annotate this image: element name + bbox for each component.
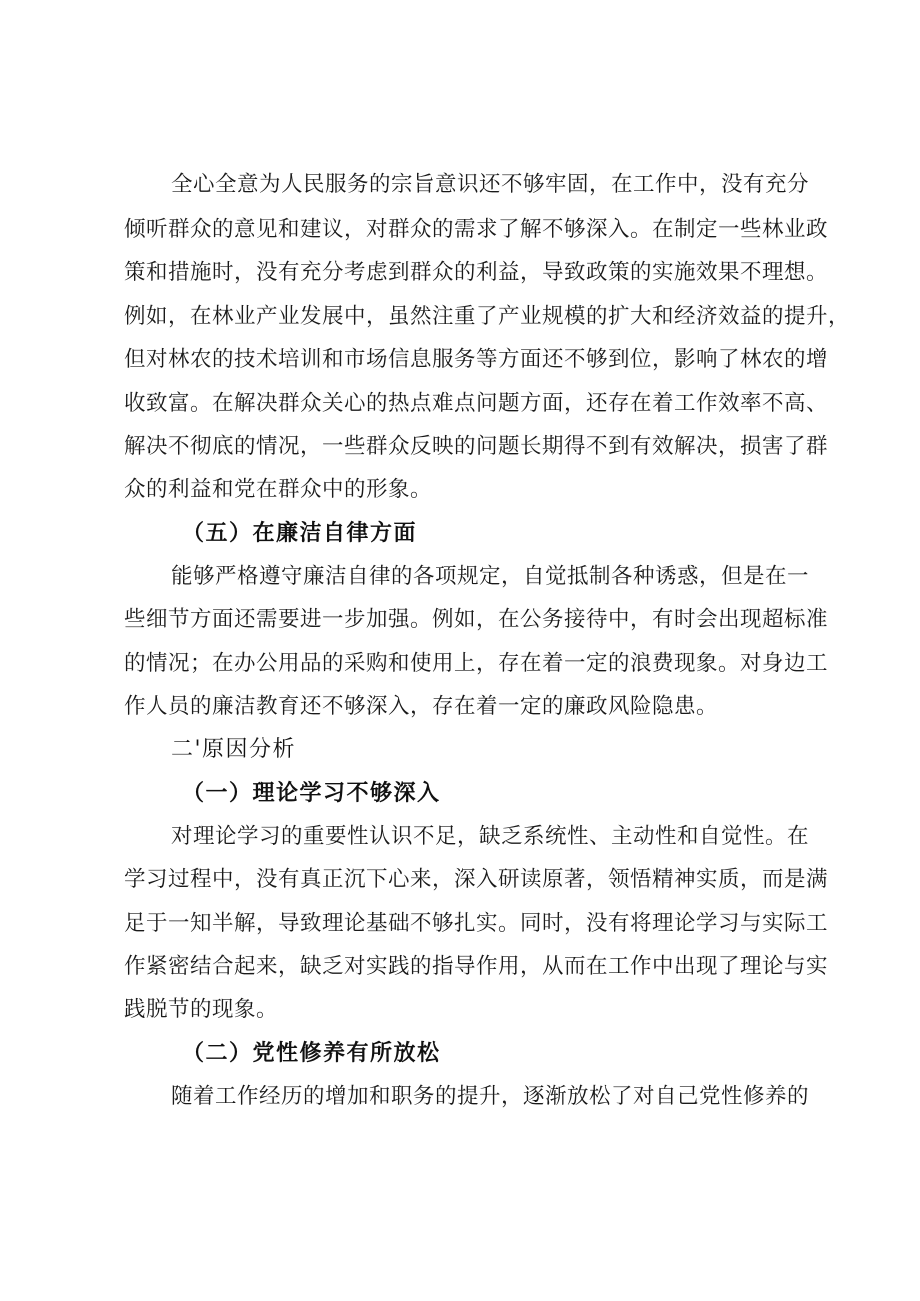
paragraph-line: 全心全意为人民服务的宗旨意识还不够牢固，在工作中，没有充分 bbox=[171, 172, 810, 197]
paragraph-line: 对理论学习的重要性认识不足，缺乏系统性、主动性和自觉性。在 bbox=[171, 824, 810, 849]
paragraph-line: 践脱节的现象。 bbox=[124, 997, 279, 1022]
paragraph-line: 倾听群众的意见和建议，对群众的需求了解不够深入。在制定一些林业政 bbox=[124, 217, 829, 242]
section-heading: （一）理论学习不够深入 bbox=[182, 780, 441, 806]
paragraph-line: 收致富。在解决群众关心的热点难点问题方面，还存在着工作效率不高、 bbox=[124, 391, 829, 416]
paragraph-line: 随着工作经历的增加和职务的提升，逐渐放松了对自己党性修养的 bbox=[171, 1084, 810, 1109]
paragraph-line: 解决不彻底的情况，一些群众反映的问题长期得不到有效解决，损害了群 bbox=[124, 434, 829, 459]
chapter-heading: 二'原因分析 bbox=[171, 737, 297, 762]
paragraph-line: 策和措施时，没有充分考虑到群众的利益，导致政策的实施效果不理想。 bbox=[124, 260, 829, 285]
paragraph-line: 的情况；在办公用品的采购和使用上，存在着一定的浪费现象。对身边工 bbox=[124, 651, 829, 676]
paragraph-line: 众的利益和党在群众中的形象。 bbox=[124, 477, 433, 502]
paragraph-line: 作紧密结合起来，缺乏对实践的指导作用，从而在工作中出现了理论与实 bbox=[124, 954, 829, 979]
paragraph-line: 足于一知半解，导致理论基础不够扎实。同时，没有将理论学习与实际工 bbox=[124, 911, 829, 936]
paragraph-line: 例如，在林业产业发展中，虽然注重了产业规模的扩大和经济效益的提升， bbox=[124, 304, 851, 329]
section-heading: （二）党性修养有所放松 bbox=[182, 1040, 441, 1066]
paragraph-line: 但对林农的技术培训和市场信息服务等方面还不够到位，影响了林农的增 bbox=[124, 347, 829, 372]
paragraph-line: 作人员的廉洁教育还不够深入，存在着一定的廉政风险隐患。 bbox=[124, 694, 719, 719]
paragraph-line: 学习过程中，没有真正沉下心来，深入研读原著，领悟精神实质，而是满 bbox=[124, 867, 829, 892]
paragraph-line: 些细节方面还需要进一步加强。例如，在公务接待中，有时会出现超标准 bbox=[124, 607, 829, 632]
section-heading: （五）在廉洁自律方面 bbox=[182, 520, 418, 546]
paragraph-line: 能够严格遵守廉洁自律的各项规定，自觉抵制各种诱惑，但是在一 bbox=[171, 564, 810, 589]
